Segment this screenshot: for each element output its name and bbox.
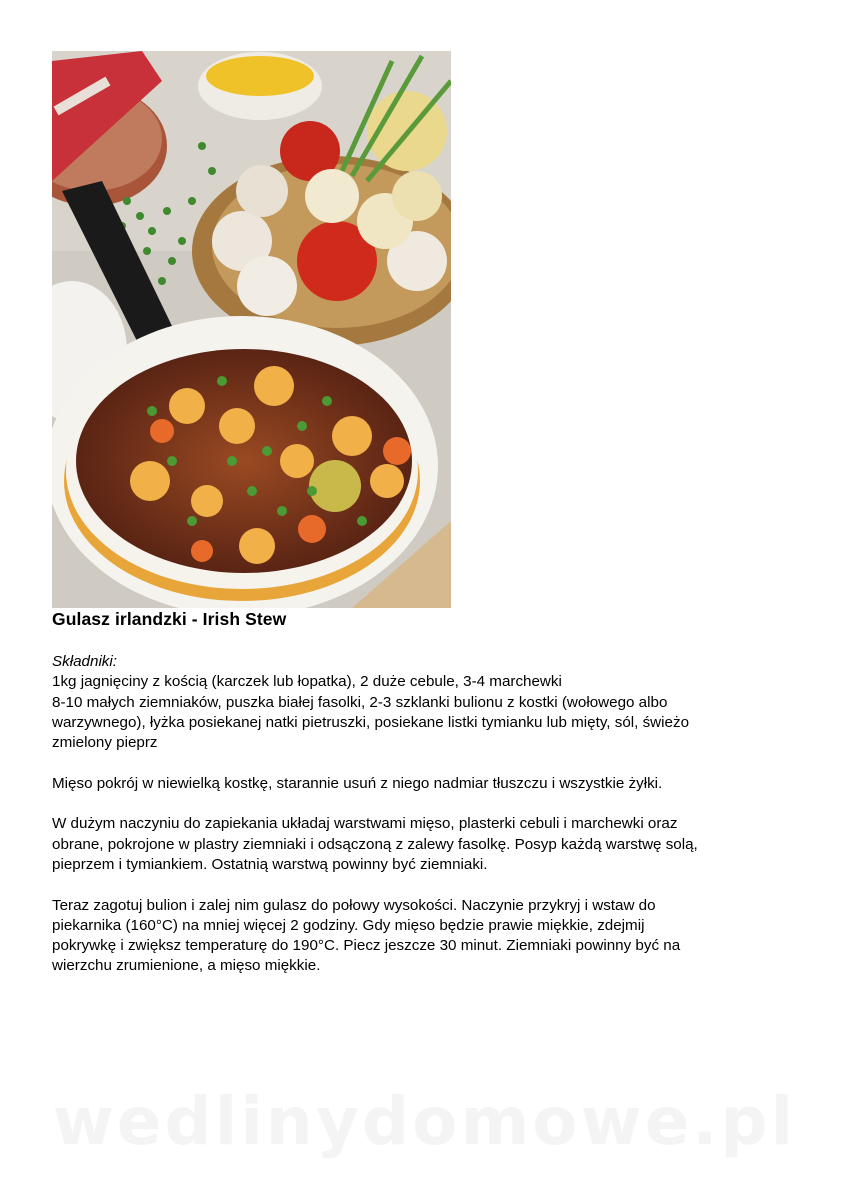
- step-line: Teraz zagotuj bulion i zalej nim gulasz do połowy wysokości. Naczynie przykryj i wstaw do: [52, 896, 656, 914]
- stew-photo: [52, 51, 451, 608]
- step-2-paragraph: [52, 814, 797, 875]
- step-line: piekarnika (160°C) na mniej więcej 2 godziny. Gdy mięso będzie prawie miękkie, zdejmij: [52, 916, 645, 934]
- step-line: W dużym naczyniu do zapiekania układaj warstwami mięso, plasterki cebuli i marchewki oraz: [52, 815, 678, 833]
- ingredients-line: warzywnego), łyżka posiekanej natki pietruszki, posiekane listki tymianku lub mięty, sól, świeżo: [52, 713, 690, 731]
- step-line: Mięso pokrój w niewielką kostkę, starannie usuń z niego nadmiar tłuszczu i wszystkie żyłki.: [52, 774, 663, 792]
- step-1-paragraph: [52, 774, 797, 794]
- recipe-body: [52, 652, 797, 997]
- step-line: wierzchu zrumienione, a mięso miękkie.: [52, 957, 321, 975]
- ingredients-label: Składniki:: [52, 653, 117, 670]
- recipe-title: Gulasz irlandzki - Irish Stew: [52, 609, 287, 629]
- step-3-paragraph: [52, 896, 797, 977]
- step-line: pieprzem i tymiankiem. Ostatnią warstwą powinny być ziemniaki.: [52, 855, 488, 873]
- ingredients-line: zmielony pieprz: [52, 734, 158, 752]
- watermark: wedlinydomowe.pl: [52, 1083, 797, 1160]
- ingredients-line: 1kg jagnięciny z kością (karczek lub łopatka), 2 duże cebule, 3-4 marchewki: [52, 673, 562, 691]
- ingredients-line: 8-10 małych ziemniaków, puszka białej fasolki, 2-3 szklanki bulionu z kostki (wołowego albo: [52, 693, 668, 711]
- step-line: obrane, pokrojone w plastry ziemniaki i odsączoną z zalewy fasolkę. Posyp każdą warstwę solą,: [52, 835, 698, 853]
- step-line: pokrywkę i zwiększ temperaturę do 190°C. Piecz jeszcze 30 minut. Ziemniaki powinny być na: [52, 937, 681, 955]
- ingredients-section: [52, 652, 797, 753]
